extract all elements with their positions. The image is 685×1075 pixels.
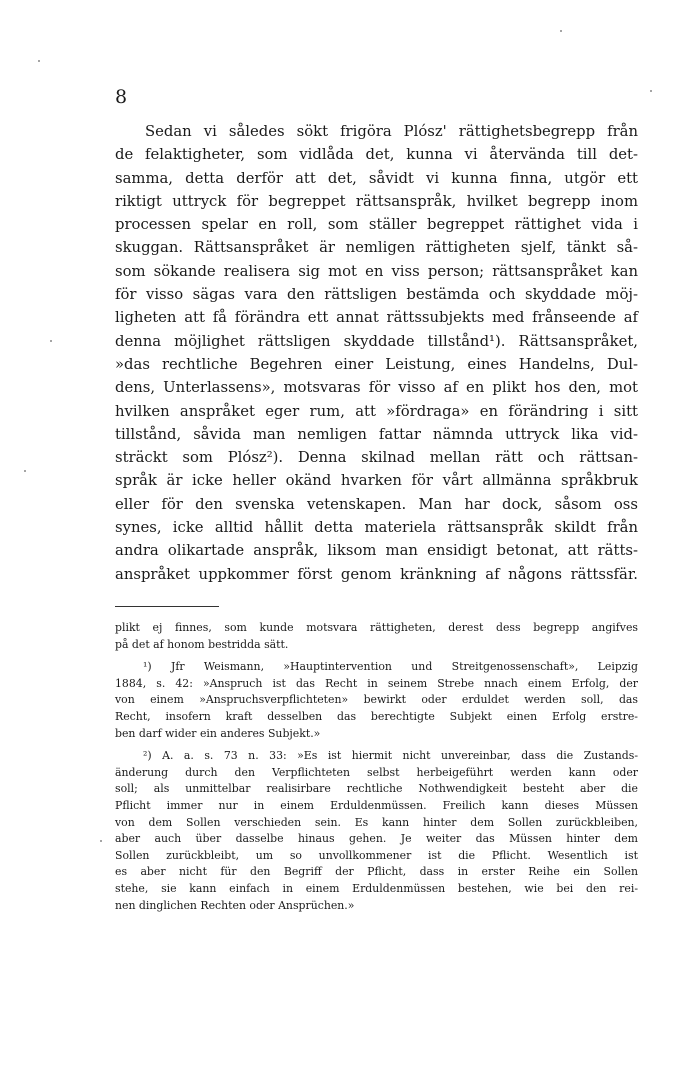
- text-line: anspråket uppkommer först genom kränkning af någons rättssfär.: [115, 565, 638, 583]
- text-line: denna möjlighet rättsligen skyddade tillstånd¹). Rättsanspråket,: [115, 332, 638, 350]
- text-line: eller för den svenska vetenskapen. Man har dock, såsom oss: [115, 495, 638, 513]
- text-line: som sökande realisera sig mot en viss person; rättsanspråket kan: [115, 262, 638, 280]
- footnote-1-line: ben darf wider ein anderes Subjekt.»: [115, 726, 321, 740]
- footnote-line: på det af honom bestridda sätt.: [115, 637, 289, 651]
- page-number: 8: [115, 86, 128, 108]
- footnote-2-line: Pflicht immer nur in einem Erduldenmüssen. Freilich kann dieses Müssen: [115, 798, 638, 812]
- text-line: tillstånd, såvida man nemligen fattar nämnda uttryck lika vid-: [115, 425, 638, 443]
- footnote-divider: [115, 606, 219, 607]
- footnote-2-line: ²) A. a. s. 73 n. 33: »Es ist hiermit nicht unvereinbar, dass die Zustands-: [143, 749, 638, 763]
- footnote-2-line: nen dinglichen Rechten oder Ansprüchen.»: [115, 898, 355, 912]
- footnote-2-line: es aber nicht für den Begriff der Pflicht, dass in erster Reihe ein Sollen: [115, 865, 638, 879]
- text-line: synes, icke alltid hållit detta materiela rättsanspråk skildt från: [115, 519, 638, 537]
- footnote-2-line: Sollen zurückbleibt, um so unvollkommener ist die Pflicht. Wesentlich ist: [115, 848, 638, 862]
- text-line: skuggan. Rättsanspråket är nemligen rättigheten sjelf, tänkt så-: [115, 239, 638, 257]
- footnote-2-line: änderung durch den Verpflichteten selbst herbeigeführt werden kann oder: [115, 765, 638, 779]
- text-line: sträckt som Plósz²). Denna skilnad mellan rätt och rättsan-: [115, 449, 638, 467]
- footnotes: [115, 620, 638, 914]
- scan-speck: [560, 30, 562, 32]
- footnote-1-line: von einem »Anspruchsverpflichteten» bewirkt oder erduldet werden soll, das: [115, 693, 638, 707]
- text-line: de felaktigheter, som vidlåda det, kunna vi återvända till det-: [115, 146, 638, 164]
- footnote-2-line: von dem Sollen verschieden sein. Es kann hinter dem Sollen zurückbleiben,: [115, 815, 638, 829]
- footnote-1-line: 1884, s. 42: »Anspruch ist das Recht in seinem Strebe nnach einem Erfolg, der: [115, 676, 638, 690]
- scan-speck: [24, 470, 26, 472]
- footnote-2-line: soll; als unmittelbar realisirbare rechtliche Nothwendigkeit besteht aber die: [115, 782, 638, 796]
- footnote-2-line: aber auch über dasselbe hinaus gehen. Je weiter das Müssen hinter dem: [115, 832, 638, 846]
- main-paragraph: [115, 120, 638, 586]
- scan-speck: [650, 90, 652, 92]
- text-line: riktigt uttryck för begreppet rättsanspråk, hvilket begrepp inom: [115, 192, 638, 210]
- text-line: hvilken anspråket eger rum, att »fördraga» en förändring i sitt: [115, 402, 638, 420]
- text-line: dens, Unterlassens», motsvaras för visso af en plikt hos den, mot: [115, 379, 638, 397]
- footnote-2-line: stehe, sie kann einfach in einem Erduldenmüssen bestehen, wie bei den rei-: [115, 881, 638, 895]
- scan-speck: [50, 340, 52, 342]
- text-line: andra olikartade anspråk, liksom man ensidigt betonat, att rätts-: [115, 542, 638, 560]
- text-line: för visso sägas vara den rättsligen bestämda och skyddade möj-: [115, 286, 638, 304]
- footnote-1-line: ¹) Jfr Weismann, »Hauptintervention und Streitgenossenschaft», Leipzig: [143, 660, 638, 674]
- text-line: språk är icke heller okänd hvarken för vårt allmänna språkbruk: [115, 472, 638, 490]
- text-line: Sedan vi således sökt frigöra Plósz' rättighetsbegrepp från: [145, 123, 638, 140]
- scan-speck: [100, 840, 102, 842]
- text-line: ligheten att få förändra ett annat rättssubjekts med frånseende af: [115, 309, 638, 327]
- footnote-1-line: Recht, insofern kraft desselben das berechtigte Subjekt einen Erfolg erstre-: [115, 709, 638, 723]
- text-line: processen spelar en roll, som ställer begreppet rättighet vida i: [115, 216, 638, 234]
- scan-speck: [38, 60, 40, 62]
- text-line: samma, detta derför att det, såvidt vi kunna finna, utgör ett: [115, 169, 638, 187]
- text-line: »das rechtliche Begehren einer Leistung, eines Handelns, Dul-: [115, 355, 638, 373]
- footnote-line: plikt ej finnes, som kunde motsvara rättigheten, derest dess begrepp angifves: [115, 621, 638, 634]
